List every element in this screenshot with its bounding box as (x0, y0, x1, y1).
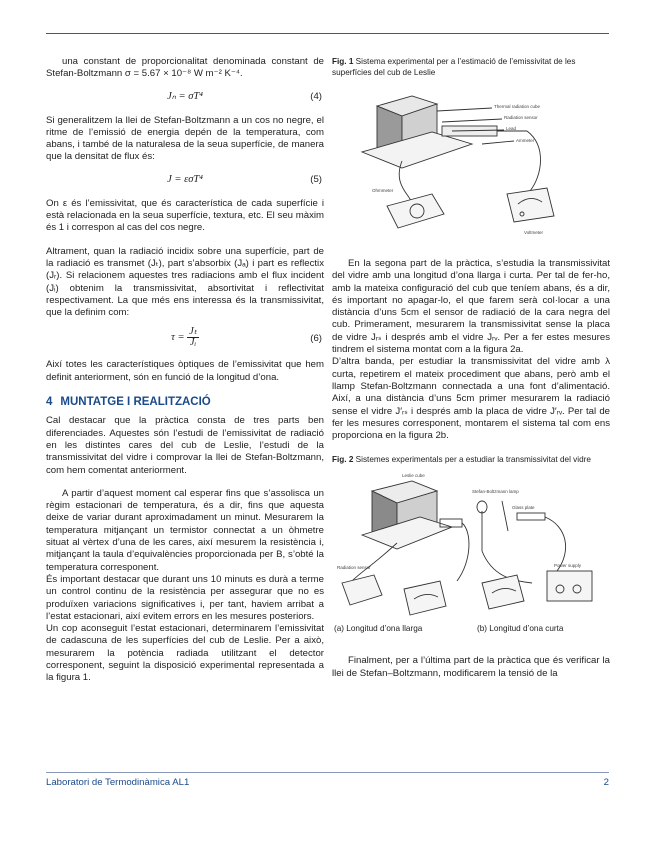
figure-2-drawings (332, 471, 610, 623)
svg-text:Glass plate: Glass plate (512, 505, 535, 511)
figure-label: Fig. 2 (332, 455, 354, 465)
page-number: 2 (603, 777, 609, 788)
equation-6 (46, 325, 324, 353)
figure-2b-caption: (b) Longitud d’ona curta (477, 624, 564, 634)
paragraph: una constant de proporcionalitat denominada constant de Stefan-Boltzmann σ = 5.67 × 10⁻⁸ W m⁻² K⁻⁴. (46, 56, 324, 80)
transmissivity-apparatus-drawing (332, 471, 610, 623)
svg-text:Power supply: Power supply (554, 563, 582, 569)
page-footer (46, 777, 609, 793)
figure-1-drawing (332, 86, 610, 244)
right-column (332, 56, 610, 680)
equation-body: Jₙ = σT⁴ (167, 90, 203, 102)
svg-text:Voltmeter: Voltmeter (524, 230, 544, 235)
figure-label: Fig. 1 (332, 57, 354, 66)
equation-number: (4) (310, 90, 322, 102)
paragraph: En la segona part de la pràctica, s’estudia la transmissivitat del vidre amb una longitud d’ona llarga i curta. Per tal de fer-ho, amb la mateixa configuració del cub que teníem abans, és a dir, és important no apagar-lo, el que farem serà col·locar a una distància d’uns 5cm el sensor de radiació de la cara negra del cub. Primerament, mesurarem la transmissivitat sense la placa de vidre Jᵣₛ i després amb el vidre Jᵣᵥ. Per a fer estes mesures tindrem el sistema montat com a la figura 2a. (332, 258, 610, 356)
fraction (187, 327, 199, 348)
paragraph: Cal destacar que la pràctica consta de tres parts ben diferenciades. Aquestes són l’estudi de l’emissivitat de radiació en les distintes cares del cub de Leslie, l’estudi de la transmissivitat del vidre i comprovar la llei de Stefan-Boltzmann, com hem comentat anteriorment. (46, 415, 324, 476)
equation-number: (6) (310, 333, 322, 345)
footer-rule (46, 772, 609, 773)
paragraph: Si generalitzem la llei de Stefan-Boltzmann a un cos no negre, el ritme de l’emissió de energia depén de la temperatura, com abans, i també de la naturalesa de la seua superfície, de manera que la densitat de flux és: (46, 114, 324, 163)
equation-number: (5) (310, 173, 322, 185)
top-rule (46, 33, 609, 34)
equation-4 (46, 87, 324, 109)
svg-text:Ammeter: Ammeter (516, 138, 535, 143)
svg-text:Leslie cube: Leslie cube (402, 473, 425, 479)
paragraph: A partir d’aquest moment cal esperar fins que s’assolisca un règim estacionari de temperatura, és a dir, fins que aquesta deixe de variar durant aproximadament un minut. Mesurarem la temperatura mitjançant un termistor connectat a un òhmetre situat al vèrtex d’una de les cares, així mesurem la resistència i, mitjançant la taula d’equivalències proporcionada per B, s’obté la temperatura corresponent. (46, 487, 324, 573)
equation-5 (46, 170, 324, 192)
paragraph: Així totes les característiques òptiques de l’emissivitat que hem definit anteriorment, són en funció de la longitud d’ona. (46, 359, 324, 383)
left-column (46, 56, 324, 685)
equation-lhs: τ = (171, 332, 185, 344)
figure-2-caption (332, 454, 610, 465)
paragraph: Un cop aconseguit l’estat estacionari, determinarem l’emissivitat de cadascuna de les superfícies del cub de Leslie. Per a això, mesurarem la potència radiada utilitzant el detector corresponent, seguint la disposició experimental representada a la figura 1. (46, 623, 324, 684)
equation-body: J = εσT⁴ (167, 173, 203, 185)
svg-text:Radiation sensor: Radiation sensor (337, 565, 371, 571)
section-heading (46, 396, 324, 408)
figure-caption-text: Sistemes experimentals per a estudiar la transmissivitat del vidre (355, 455, 591, 465)
svg-text:Lead: Lead (506, 126, 517, 131)
paragraph: On ε és l’emissivitat, que és característica de cada superfície i està relacionada en la seua superfície, textura, etc. El seu màxim és 1 i correspon al cas del cos negre. (46, 197, 324, 234)
subfigure-captions (332, 623, 610, 637)
svg-text:Thermal radiation cube: Thermal radiation cube (494, 104, 541, 109)
fraction-denominator: Jᵢ (189, 337, 197, 349)
paragraph: Finalment, per a l’última part de la pràctica que és verificar la llei de Stefan–Boltzmann, modificarem la tensió de la (332, 655, 610, 679)
figure-2a-caption: (a) Longitud d’ona llarga (334, 624, 423, 634)
paragraph: Altrament, quan la radiació incidix sobre una superfície, part de la radiació es transmet (Jₜ), part s’absorbix (Jₐ) i part es reflectix (Jᵣ). Si relacionem aquestes tres radiacions amb el flux incident (Jᵢ) obtenim la transmissivitat, absortivitat i reflectivitat respectivament. La que més ens interessa és la transmissivitat, que la definim com: (46, 245, 324, 319)
section-number: 4 (46, 396, 53, 409)
leslie-cube-apparatus-drawing (332, 86, 610, 244)
paragraph: És important destacar que durant uns 10 minuts es durà a terme un control continu de la resistència per assegurar que no es produïxen variacions significatives i, per tant, haviem arribat a l’estat estacionari, així evitem errors en les mesures posteriors. (46, 573, 324, 622)
equation-body (46, 327, 324, 348)
paragraph: D’altra banda, per estudiar la transmissivitat del vidre amb λ curta, repetirem el mateix procediment que abans, però amb el llamp Stefan-Boltzmann connectada a una font d’alimentació. Així, a una distància d’uns 5cm primer mesurarem la radiació sense el vidre J′ᵣₛ i després amb la placa de vidre J′ᵣᵥ. Per tal de fer les mesures corresponent, montarem el sistema tal com ens proporciona en la figura 2b. (332, 356, 610, 442)
footer-title: Laboratori de Termodinàmica AL1 (46, 777, 190, 788)
section-title: MUNTATGE I REALITZACIÓ (60, 396, 211, 409)
svg-text:Radiation sensor: Radiation sensor (504, 115, 538, 120)
svg-text:Stefan-Boltzmann lamp: Stefan-Boltzmann lamp (472, 489, 519, 495)
fraction-numerator: Jₜ (189, 326, 197, 338)
figure-1-caption (332, 56, 610, 78)
svg-text:Ohmmeter: Ohmmeter (372, 188, 394, 193)
figure-caption-text: Sistema experimental per a l’estimació de l’emissivitat de les superfícies del cub de Leslie (332, 57, 576, 77)
